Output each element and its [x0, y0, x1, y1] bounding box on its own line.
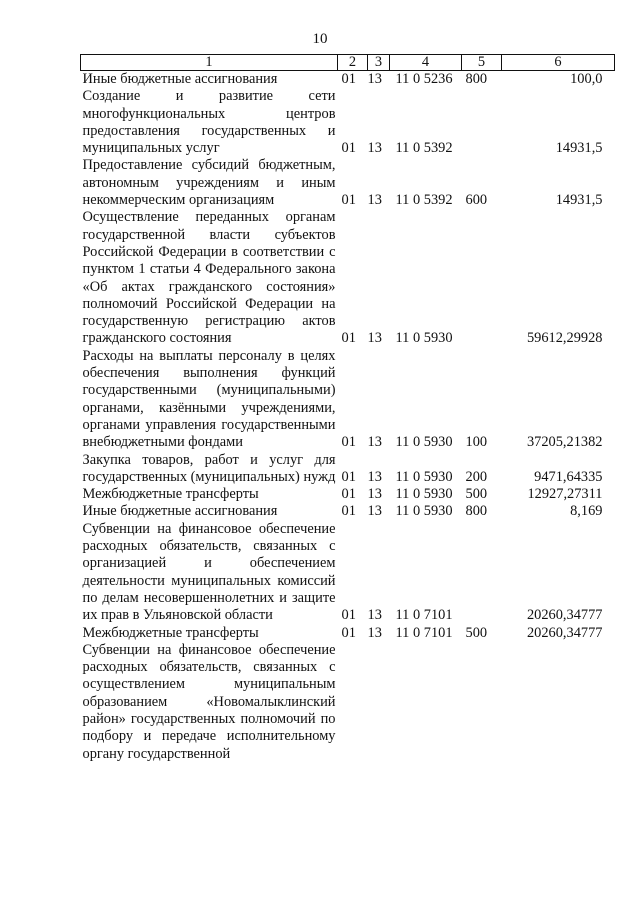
row-name: Создание и развитие сети многофункциональных центров предоставления государственных и муниципальных услуг	[82, 88, 336, 157]
header-col-4: 4	[390, 55, 462, 71]
header-col-3: 3	[368, 55, 390, 71]
row-name: Субвенции на финансовое обеспечение расходных обязательств, связанных с осуществлением муниципальным образованием «Новомалыклинский район» государственных полномочий по подбору и передаче исполнительному органу государственной	[82, 641, 336, 762]
row-target-article	[390, 642, 462, 763]
table-row	[81, 88, 615, 157]
table-row	[81, 625, 615, 642]
row-section: 01	[341, 71, 356, 87]
row-expense-type	[462, 209, 502, 347]
row-subsection: 13	[367, 71, 382, 87]
row-expense-type: 600	[465, 192, 488, 209]
row-expense-type: 500	[465, 486, 488, 503]
row-subsection: 13	[367, 140, 382, 157]
row-target-article: 11 0 7101	[395, 624, 453, 641]
row-section: 01	[341, 503, 356, 520]
row-section: 01	[341, 486, 356, 503]
header-col-6: 6	[502, 55, 615, 71]
row-section: 01	[341, 624, 356, 641]
header-row	[81, 55, 615, 71]
row-name: Иные бюджетные ассигнования	[82, 71, 278, 87]
table-header	[81, 55, 615, 71]
table-row	[81, 452, 615, 487]
row-amount: 8,169	[570, 503, 603, 520]
row-expense-type	[462, 88, 502, 157]
row-name: Межбюджетные трансферты	[82, 486, 259, 503]
row-name: Иные бюджетные ассигнования	[82, 503, 278, 520]
table-row	[81, 642, 615, 763]
row-subsection: 13	[367, 330, 382, 347]
row-target-article: 11 0 5930	[395, 434, 453, 451]
row-target-article: 11 0 5392	[395, 192, 453, 209]
row-name: Субвенции на финансовое обеспечение расходных обязательств, связанных с организацией и обеспечением деятельности муниципальных комиссий по делам несовершеннолетних и защите их прав в Ульяновской области	[82, 520, 336, 624]
row-amount	[502, 642, 615, 763]
row-name: Предоставление субсидий бюджетным, автономным учреждениям и иным некоммерческим организациям	[82, 157, 336, 209]
row-subsection: 13	[367, 624, 382, 641]
row-section: 01	[341, 434, 356, 451]
row-target-article: 11 0 5930	[395, 503, 453, 520]
table-row	[81, 521, 615, 625]
row-amount: 14931,5	[555, 192, 603, 209]
row-amount: 59612,29928	[526, 330, 603, 347]
row-subsection: 13	[367, 192, 382, 209]
row-name: Межбюджетные трансферты	[82, 624, 259, 641]
row-subsection: 13	[367, 434, 382, 451]
table-row	[81, 157, 615, 209]
row-target-article: 11 0 5392	[395, 140, 453, 157]
row-subsection: 13	[367, 607, 382, 624]
row-expense-type: 800	[465, 71, 488, 87]
row-expense-type	[462, 521, 502, 625]
row-expense-type: 100	[465, 434, 488, 451]
row-name: Осуществление переданных органам государственной власти субъектов Российской Федерации в соответствии с пунктом 1 статьи 4 Федерального закона «Об актах гражданского состояния» полномочий Российской Федерации на государственную регистрацию актов гражданского состояния	[82, 209, 336, 347]
row-amount: 20260,34777	[526, 624, 603, 641]
row-subsection: 13	[367, 468, 382, 485]
table-row	[81, 348, 615, 452]
table-row	[81, 71, 615, 89]
row-expense-type	[462, 642, 502, 763]
row-amount: 37205,21382	[526, 434, 603, 451]
row-expense-type: 500	[465, 624, 488, 641]
row-expense-type: 200	[465, 468, 488, 485]
row-section: 01	[341, 468, 356, 485]
budget-table	[80, 54, 615, 763]
row-name: Расходы на выплаты персоналу в целях обеспечения выполнения функций государственными (муниципальными) органами, казёнными учреждениями, органами управления государственными внебюджетными фондами	[82, 347, 336, 451]
row-target-article: 11 0 5930	[395, 486, 453, 503]
row-amount: 9471,64335	[534, 468, 603, 485]
row-target-article: 11 0 5930	[395, 330, 453, 347]
row-section	[338, 642, 368, 763]
row-amount: 20260,34777	[526, 607, 603, 624]
row-amount: 12927,27311	[527, 486, 603, 503]
header-col-2: 2	[338, 55, 368, 71]
row-expense-type: 800	[465, 503, 488, 520]
table-body	[81, 71, 615, 763]
table-row	[81, 209, 615, 347]
header-col-5: 5	[462, 55, 502, 71]
row-section: 01	[341, 192, 356, 209]
row-subsection	[368, 642, 390, 763]
row-target-article: 11 0 5930	[395, 468, 453, 485]
row-section: 01	[341, 330, 356, 347]
row-section: 01	[341, 140, 356, 157]
row-subsection: 13	[367, 503, 382, 520]
row-target-article: 11 0 7101	[395, 607, 453, 624]
header-col-1: 1	[81, 55, 338, 71]
table-row	[81, 503, 615, 520]
row-section: 01	[341, 607, 356, 624]
row-amount: 100,0	[570, 71, 603, 87]
table-row	[81, 486, 615, 503]
row-amount: 14931,5	[555, 140, 603, 157]
page-number: 10	[312, 31, 328, 47]
row-subsection: 13	[367, 486, 382, 503]
row-target-article: 11 0 5236	[395, 71, 453, 87]
row-name: Закупка товаров, работ и услуг для государственных (муниципальных) нужд	[82, 451, 336, 485]
